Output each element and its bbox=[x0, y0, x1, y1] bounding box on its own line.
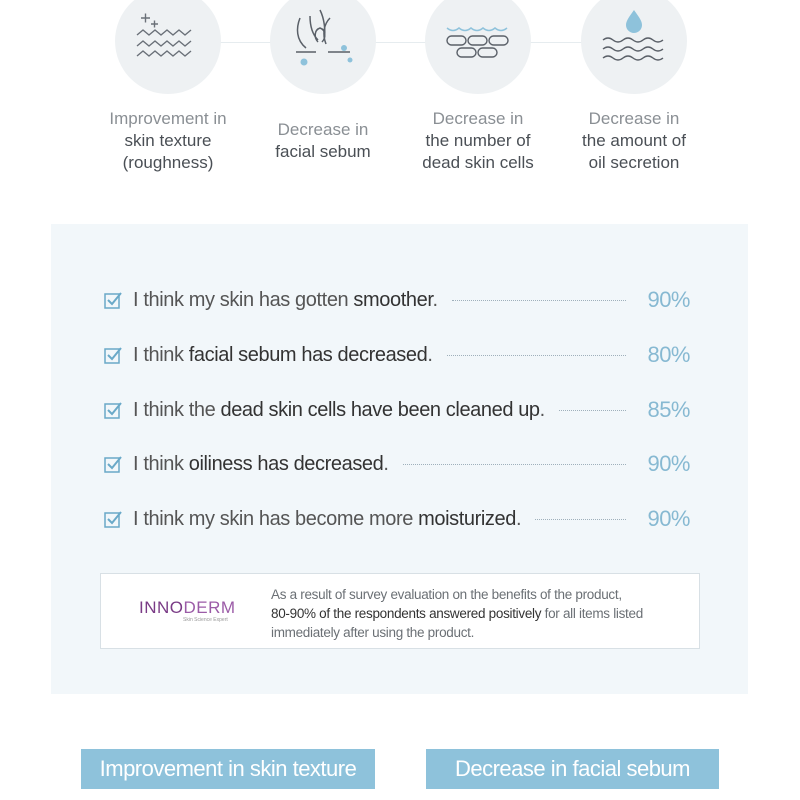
survey-panel bbox=[51, 224, 748, 694]
innoderm-logo: INNODERM Skin Science Expert bbox=[139, 598, 236, 623]
benefit-line1: Decrease in bbox=[277, 120, 369, 139]
benefit-skin-texture bbox=[88, 0, 248, 174]
survey-percent: 85% bbox=[647, 397, 690, 422]
benefits-section bbox=[0, 0, 800, 200]
survey-note-text: As a result of survey evaluation on the benefits of the product, 80-90% of the respondents answered positively for all items listed immediately after using the product. bbox=[271, 587, 643, 640]
oil-drop-icon bbox=[581, 0, 687, 94]
benefit-line3: dead skin cells bbox=[422, 153, 534, 172]
survey-item bbox=[104, 285, 690, 315]
checkbox-checked-icon bbox=[104, 346, 122, 364]
tab-decrease-facial-sebum[interactable]: Decrease in facial sebum bbox=[426, 749, 719, 789]
benefit-icon-circle bbox=[425, 0, 531, 94]
dotted-leader bbox=[452, 300, 626, 301]
dotted-leader bbox=[559, 410, 626, 411]
checkbox-checked-icon bbox=[104, 291, 122, 309]
survey-statement: I think my skin has gotten smoother. bbox=[133, 288, 438, 311]
benefit-line1: Decrease in bbox=[432, 109, 524, 128]
benefit-icon-circle bbox=[270, 0, 376, 94]
survey-percent: 90% bbox=[647, 451, 690, 476]
benefit-line2: skin texture bbox=[124, 131, 212, 150]
survey-statement: I think the dead skin cells have been cleaned up. bbox=[133, 398, 545, 421]
checkbox-checked-icon bbox=[104, 510, 122, 528]
hair-follicle-icon bbox=[270, 0, 376, 94]
survey-item bbox=[104, 395, 690, 425]
survey-note-box bbox=[100, 573, 700, 649]
survey-item bbox=[104, 340, 690, 370]
dotted-leader bbox=[535, 519, 626, 520]
benefit-icon-circle bbox=[581, 0, 687, 94]
survey-statement: I think oiliness has decreased. bbox=[133, 452, 389, 475]
benefit-line2: the number of bbox=[425, 131, 531, 150]
survey-percent: 90% bbox=[647, 506, 690, 531]
benefit-facial-sebum bbox=[243, 0, 403, 163]
skin-texture-icon bbox=[115, 0, 221, 94]
benefit-dead-skin-cells bbox=[398, 0, 558, 174]
benefit-line3: (roughness) bbox=[122, 153, 214, 172]
benefit-icon-circle bbox=[115, 0, 221, 94]
survey-item bbox=[104, 449, 690, 479]
checkbox-checked-icon bbox=[104, 401, 122, 419]
survey-percent: 90% bbox=[647, 287, 690, 312]
survey-percent: 80% bbox=[647, 342, 690, 367]
tab-improvement-skin-texture[interactable]: Improvement in skin texture bbox=[81, 749, 375, 789]
checkbox-checked-icon bbox=[104, 455, 122, 473]
survey-statement: I think facial sebum has decreased. bbox=[133, 343, 433, 366]
benefit-line2: the amount of bbox=[582, 131, 686, 150]
benefit-line1: Decrease in bbox=[588, 109, 680, 128]
benefit-oil-secretion bbox=[554, 0, 714, 174]
dotted-leader bbox=[403, 464, 626, 465]
skin-cells-icon bbox=[425, 0, 531, 94]
logo-tagline: Skin Science Expert bbox=[183, 617, 228, 623]
benefit-line1: Improvement in bbox=[109, 109, 227, 128]
benefit-line2: facial sebum bbox=[275, 142, 371, 161]
dotted-leader bbox=[447, 355, 626, 356]
survey-item bbox=[104, 504, 690, 534]
survey-statement: I think my skin has become more moisturized. bbox=[133, 507, 522, 530]
benefit-line3: oil secretion bbox=[588, 153, 680, 172]
